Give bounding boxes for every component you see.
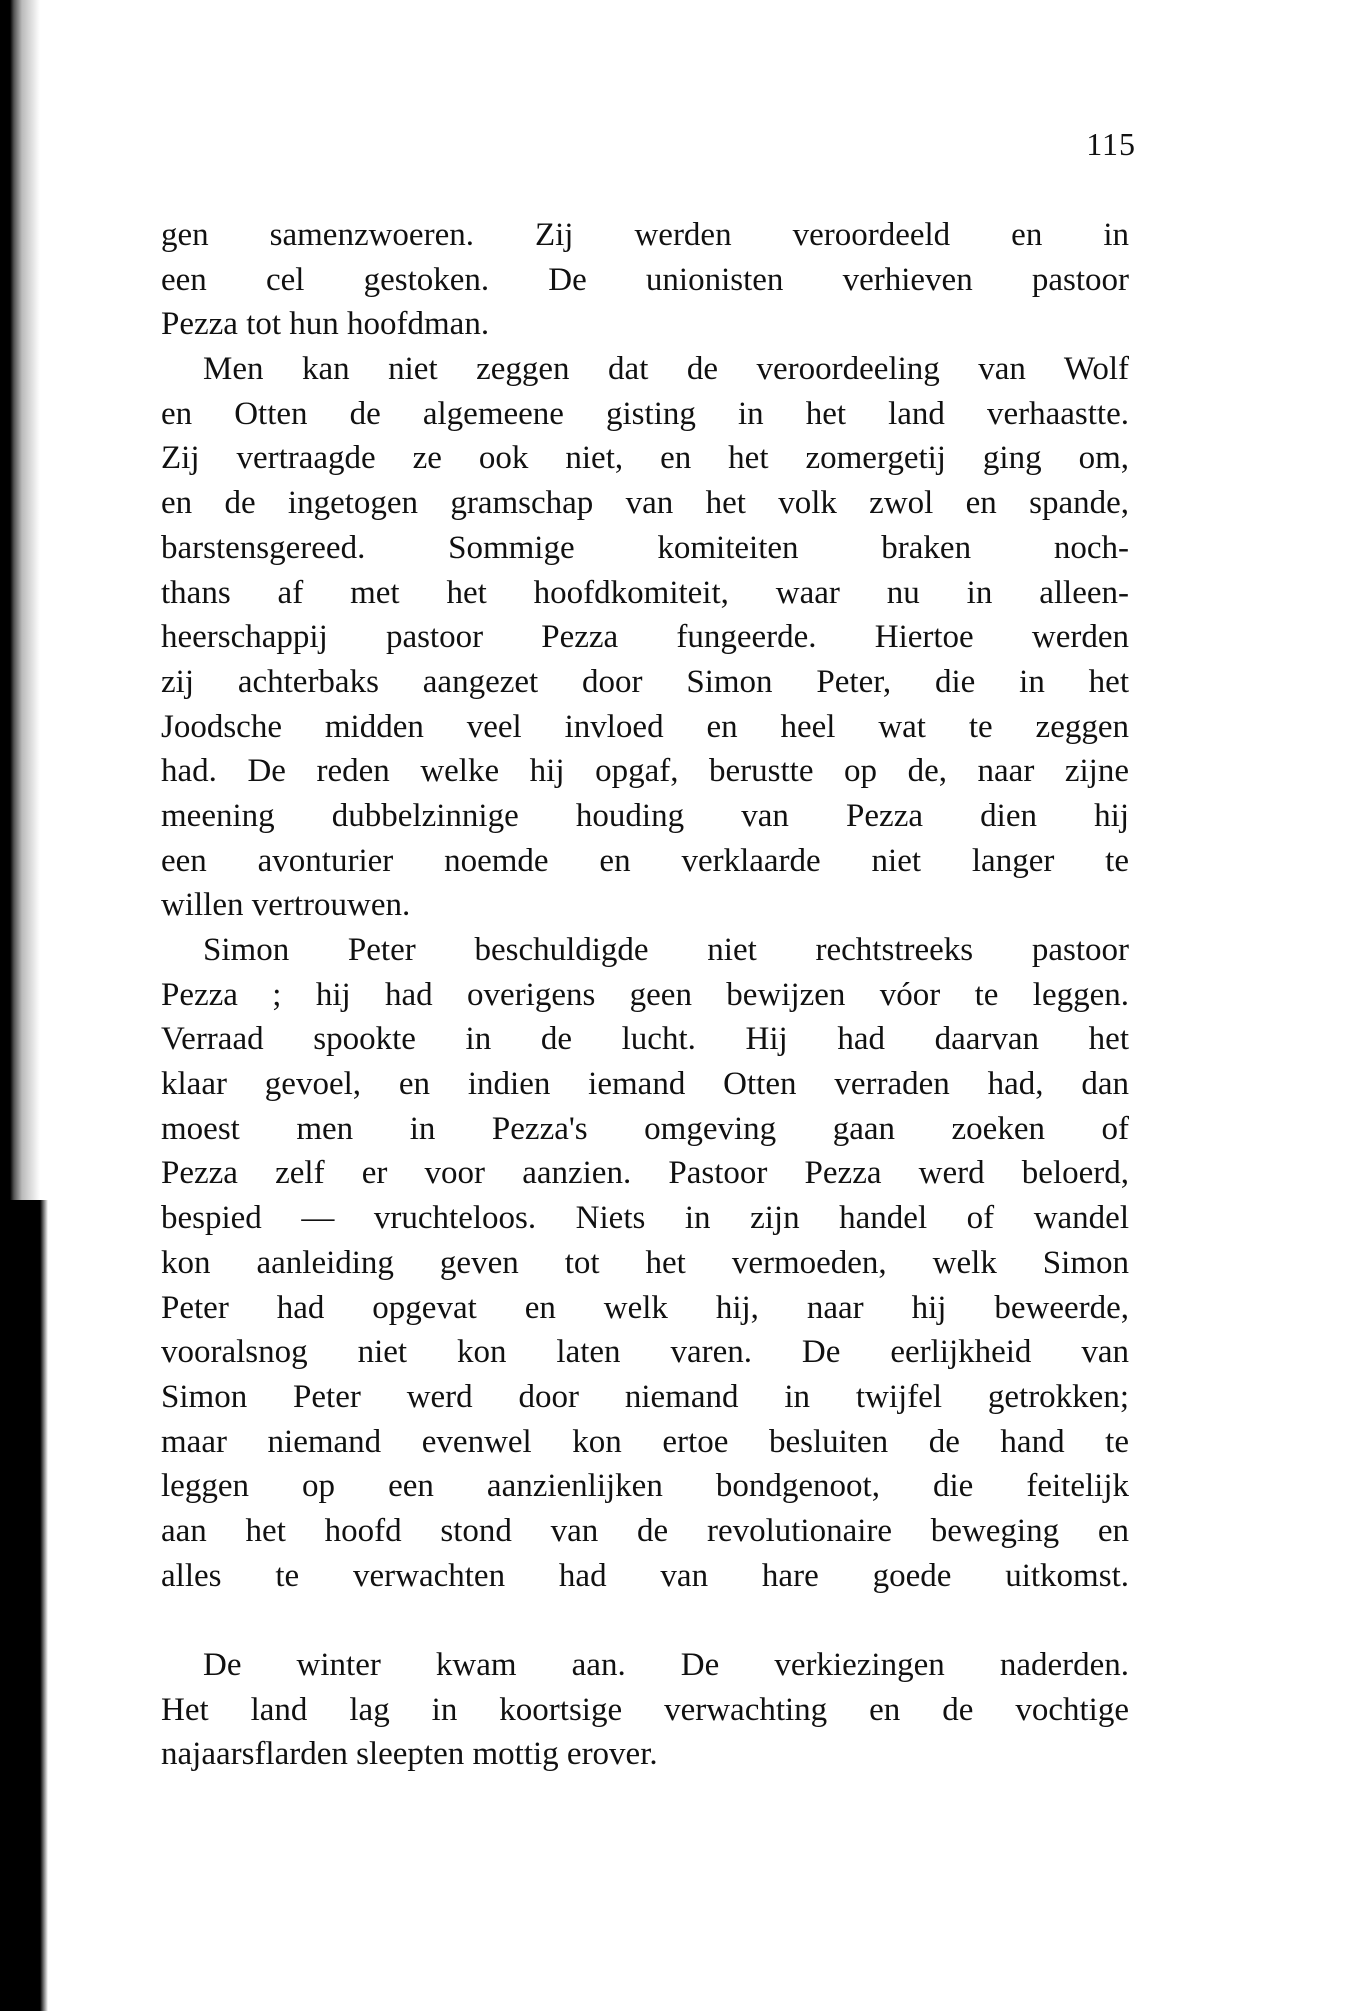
text-line: moest men in Pezza's omgeving gaan zoeken of bbox=[161, 1110, 1129, 1147]
text-line: zij achterbaks aangezet door Simon Peter, die in het bbox=[161, 663, 1129, 700]
text-line: gen samenzwoeren. Zij werden veroordeeld en in bbox=[161, 217, 1129, 253]
text-line: Verraad spookte in de lucht. Hij had daarvan het bbox=[161, 1021, 1129, 1058]
text-line: willen vertrouwen. bbox=[161, 887, 411, 924]
text-line: Peter had opgevat en welk hij, naar hij beweerde, bbox=[161, 1289, 1129, 1326]
text-line: Pezza tot hun hoofdman. bbox=[161, 306, 490, 343]
text-line: heerschappij pastoor Pezza fungeerde. Hiertoe werden bbox=[161, 619, 1129, 656]
text-line: maar niemand evenwel kon ertoe besluiten de hand te bbox=[161, 1423, 1129, 1460]
text-line: Men kan niet zeggen dat de veroordeeling van Wolf bbox=[203, 351, 1129, 388]
text-line: leggen op een aanzienlijken bondgenoot, die feitelijk bbox=[161, 1468, 1129, 1505]
paragraph bbox=[161, 213, 1129, 347]
text-line: Pezza ; hij had overigens geen bewijzen vóor te leggen. bbox=[161, 976, 1129, 1013]
paragraph bbox=[161, 347, 1129, 928]
text-line: De winter kwam aan. De verkiezingen naderden. bbox=[203, 1647, 1129, 1683]
text-line: Joodsche midden veel invloed en heel wat te zeggen bbox=[161, 708, 1129, 745]
text-line: vooralsnog niet kon laten varen. De eerlijkheid van bbox=[161, 1334, 1129, 1371]
text-line: Pezza zelf er voor aanzien. Pastoor Pezza werd beloerd, bbox=[161, 1155, 1129, 1192]
text-line: een cel gestoken. De unionisten verhieven pastoor bbox=[161, 261, 1129, 298]
text-line: Zij vertraagde ze ook niet, en het zomergetij ging om, bbox=[161, 440, 1129, 477]
text-line: meening dubbelzinnige houding van Pezza dien hij bbox=[161, 797, 1129, 834]
text-line: Simon Peter werd door niemand in twijfel getrokken; bbox=[161, 1378, 1129, 1415]
text-line: barstensgereed. Sommige komiteiten braken noch- bbox=[161, 529, 1129, 566]
text-line: kon aanleiding geven tot het vermoeden, welk Simon bbox=[161, 1244, 1129, 1281]
text-line: een avonturier noemde en verklaarde niet langer te bbox=[161, 842, 1129, 879]
body-text bbox=[161, 213, 1129, 1777]
text-line: thans af met het hoofdkomiteit, waar nu in alleen- bbox=[161, 574, 1129, 611]
text-line: Simon Peter beschuldigde niet rechtstreeks pastoor bbox=[203, 932, 1129, 968]
text-line: en de ingetogen gramschap van het volk zwol en spande, bbox=[161, 485, 1129, 522]
text-line: najaarsflarden sleepten mottig erover. bbox=[161, 1736, 658, 1773]
paragraph bbox=[161, 1643, 1129, 1777]
paragraph bbox=[161, 928, 1129, 1598]
page-number: 115 bbox=[1086, 126, 1136, 162]
text-line: aan het hoofd stond van de revolutionaire beweging en bbox=[161, 1512, 1129, 1549]
scanned-book-edge-dark bbox=[0, 1200, 48, 2011]
text-line: en Otten de algemeene gisting in het land verhaastte. bbox=[161, 395, 1129, 432]
text-line: alles te verwachten had van hare goede uitkomst. bbox=[161, 1557, 1129, 1594]
text-line: klaar gevoel, en indien iemand Otten verraden had, dan bbox=[161, 1066, 1129, 1103]
paragraph-gap bbox=[161, 1598, 1129, 1643]
text-line: bespied — vruchteloos. Niets in zijn handel of wandel bbox=[161, 1200, 1129, 1237]
text-line: had. De reden welke hij opgaf, berustte op de, naar zijne bbox=[161, 753, 1129, 790]
text-line: Het land lag in koortsige verwachting en de vochtige bbox=[161, 1691, 1129, 1728]
